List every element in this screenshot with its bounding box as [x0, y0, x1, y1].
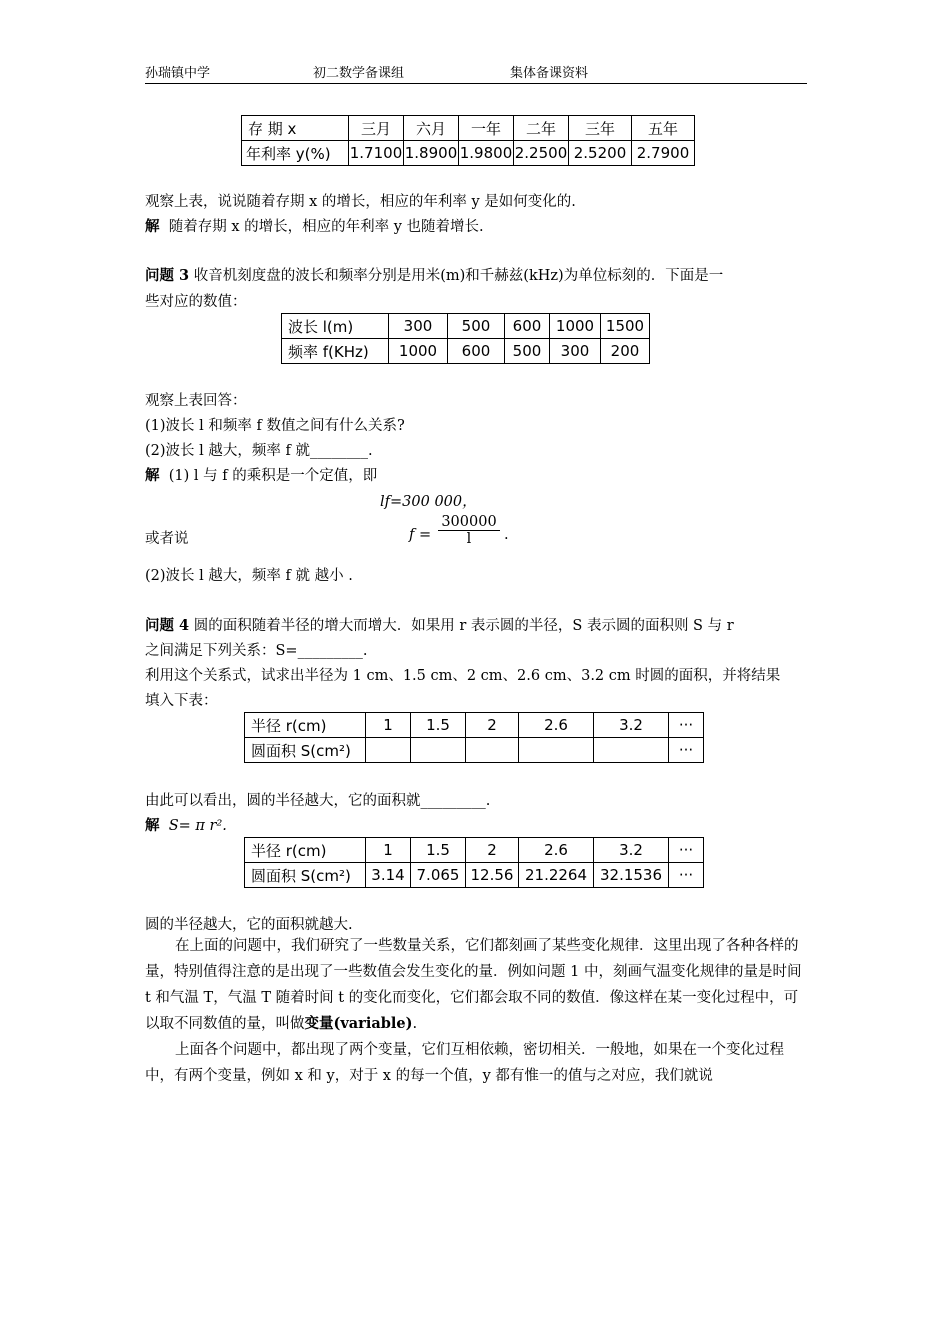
solution-line — [145, 215, 484, 236]
problem4-label: 问题 4 — [145, 617, 190, 634]
table-row — [245, 713, 704, 738]
table-cell: ··· — [669, 863, 704, 888]
area-formula: S= π r². — [168, 818, 227, 834]
table-header-cell: 存 期 x — [242, 116, 349, 141]
table-cell: 2 — [466, 838, 519, 863]
area-note: 由此可以看出，圆的半径越大，它的面积就_________. — [145, 793, 491, 809]
table-cell: 3.2 — [594, 838, 669, 863]
table-cell: 1.8900 — [404, 141, 459, 166]
observe-answer-text: 观察上表回答： — [145, 393, 247, 409]
fraction-denominator: l — [466, 531, 472, 547]
header-school: 孙瑞镇中学 — [145, 66, 211, 81]
table-cell: 300 — [550, 339, 601, 364]
table-cell: ··· — [669, 738, 704, 763]
variable-term: 变量(variable) — [304, 1015, 413, 1032]
table-cell: 2 — [466, 713, 519, 738]
or-say-text: 或者说 — [145, 531, 189, 547]
table-cell: 1.9800 — [459, 141, 514, 166]
solution-label: 解 — [145, 817, 160, 834]
table-row — [242, 116, 695, 141]
table-cell: 2.5200 — [569, 141, 632, 166]
solution-text: 随着存期 x 的增长，相应的年利率 y 也随着增长. — [168, 219, 484, 235]
table-header-cell: 半径 r(cm) — [245, 838, 366, 863]
table-cell: 五年 — [632, 116, 695, 141]
table-row — [242, 141, 695, 166]
problem3-line2: 些对应的数值： — [145, 294, 247, 310]
table-cell: 1.5 — [411, 838, 466, 863]
table-cell: 1000 — [389, 339, 448, 364]
fraction-numerator: 300000 — [438, 514, 500, 531]
table-cell: 2.7900 — [632, 141, 695, 166]
table-cell: 三年 — [569, 116, 632, 141]
table-cell — [466, 738, 519, 763]
solution-text: (1) l 与 f 的乘积是一个定值，即 — [168, 468, 378, 484]
table-cell: 500 — [505, 339, 550, 364]
table-cell: 21.2264 — [519, 863, 594, 888]
table-header-cell: 年利率 y(%) — [242, 141, 349, 166]
problem4-text: 圆的面积随着半径的增大而增大．如果用 r 表示圆的半径，S 表示圆的面积则 S 与 r — [193, 618, 734, 634]
header-rule — [145, 83, 807, 84]
area-conclusion: 圆的半径越大，它的面积就越大. — [145, 917, 353, 933]
header-doc: 集体备课资料 — [510, 66, 589, 81]
table-cell — [594, 738, 669, 763]
problem3-line1 — [145, 264, 723, 285]
table-row — [245, 838, 704, 863]
table-cell: 7.065 — [411, 863, 466, 888]
paragraph-period: . — [412, 1016, 418, 1032]
table-cell: 1.7100 — [349, 141, 404, 166]
observe-text: 观察上表，说说随着存期 x 的增长，相应的年利率 y 是如何变化的. — [145, 194, 576, 210]
problem3-text: 收音机刻度盘的波长和频率分别是用米(m)和千赫兹(kHz)为单位标刻的．下面是一 — [193, 268, 724, 284]
table-cell: 三月 — [349, 116, 404, 141]
equation-lf: lf=300 000， — [380, 494, 477, 510]
table-cell: 12.56 — [466, 863, 519, 888]
variable-paragraph — [145, 933, 807, 1037]
table-cell: 2.6 — [519, 838, 594, 863]
table-cell: 3.14 — [366, 863, 411, 888]
table-cell: 3.2 — [594, 713, 669, 738]
question-1: (1)波长 l 和频率 f 数值之间有什么关系? — [145, 418, 405, 434]
table-header-cell: 波长 l(m) — [282, 314, 389, 339]
table-cell: 32.1536 — [594, 863, 669, 888]
table-cell: 600 — [505, 314, 550, 339]
interest-table — [241, 115, 695, 166]
table-cell: 2.6 — [519, 713, 594, 738]
circle-area-table-empty — [244, 712, 704, 763]
circle-area-table-filled — [244, 837, 704, 888]
equation-f-lhs: f = — [409, 527, 432, 543]
equation-fraction — [438, 514, 500, 547]
table-cell — [411, 738, 466, 763]
table-cell: 500 — [448, 314, 505, 339]
table-row — [282, 314, 650, 339]
problem4-line2: 之间满足下列关系：S=_________. — [145, 643, 368, 659]
table-cell: 2.2500 — [514, 141, 569, 166]
table-cell: 1500 — [601, 314, 650, 339]
table-cell — [519, 738, 594, 763]
table-cell: 200 — [601, 339, 650, 364]
solution-label: 解 — [145, 218, 160, 235]
solution3-line — [145, 464, 377, 485]
table-cell: 1 — [366, 713, 411, 738]
wavelength-table — [281, 313, 650, 364]
table-cell: 300 — [389, 314, 448, 339]
table-cell: 一年 — [459, 116, 514, 141]
table-row — [282, 339, 650, 364]
table-cell: ··· — [669, 838, 704, 863]
table-cell: 1 — [366, 838, 411, 863]
solution-label: 解 — [145, 467, 160, 484]
table-cell: 二年 — [514, 116, 569, 141]
problem3-label: 问题 3 — [145, 267, 190, 284]
table-cell — [366, 738, 411, 763]
table-row — [245, 863, 704, 888]
problem4-line3: 利用这个关系式，试求出半径为 1 cm、1.5 cm、2 cm、2.6 cm、3.2 cm 时圆的面积，并将结果 — [145, 668, 781, 684]
table-cell: 1.5 — [411, 713, 466, 738]
table-cell: 1000 — [550, 314, 601, 339]
header-course: 初二数学备课组 — [313, 66, 405, 81]
table-header-cell: 半径 r(cm) — [245, 713, 366, 738]
problem4-line1 — [145, 614, 734, 635]
table-cell: 600 — [448, 339, 505, 364]
equation-period: . — [504, 527, 509, 543]
question-2: (2)波长 l 越大，频率 f 就________. — [145, 443, 373, 459]
table-header-cell: 圆面积 S(cm²) — [245, 863, 366, 888]
solution3-part2: (2)波长 l 越大，频率 f 就 越小 . — [145, 568, 353, 584]
function-paragraph: 上面各个问题中，都出现了两个变量，它们互相依赖，密切相关．一般地，如果在一个变化过程中，有两个变量，例如 x 和 y，对于 x 的每一个值，y 都有惟一的值与之对应，我们就说 — [145, 1042, 784, 1084]
table-header-cell: 频率 f(KHz) — [282, 339, 389, 364]
table-row — [245, 738, 704, 763]
table-cell: ··· — [669, 713, 704, 738]
table-cell: 六月 — [404, 116, 459, 141]
problem4-line4: 填入下表： — [145, 693, 218, 709]
paragraph-text: 在上面的问题中，我们研究了一些数量关系，它们都刻画了某些变化规律．这里出现了各种各样的量，特别值得注意的是出现了一些数值会发生变化的量．例如问题 1 中，刻画气温变化规律的量是时间 t 和气温 T，气温 T 随着时间 t 的变化而变化，它们都会取不同的数值．像这样在某一变化过程中，可以取不同数值的量，叫做 — [145, 938, 802, 1032]
table-header-cell: 圆面积 S(cm²) — [245, 738, 366, 763]
solution4-line — [145, 814, 227, 835]
